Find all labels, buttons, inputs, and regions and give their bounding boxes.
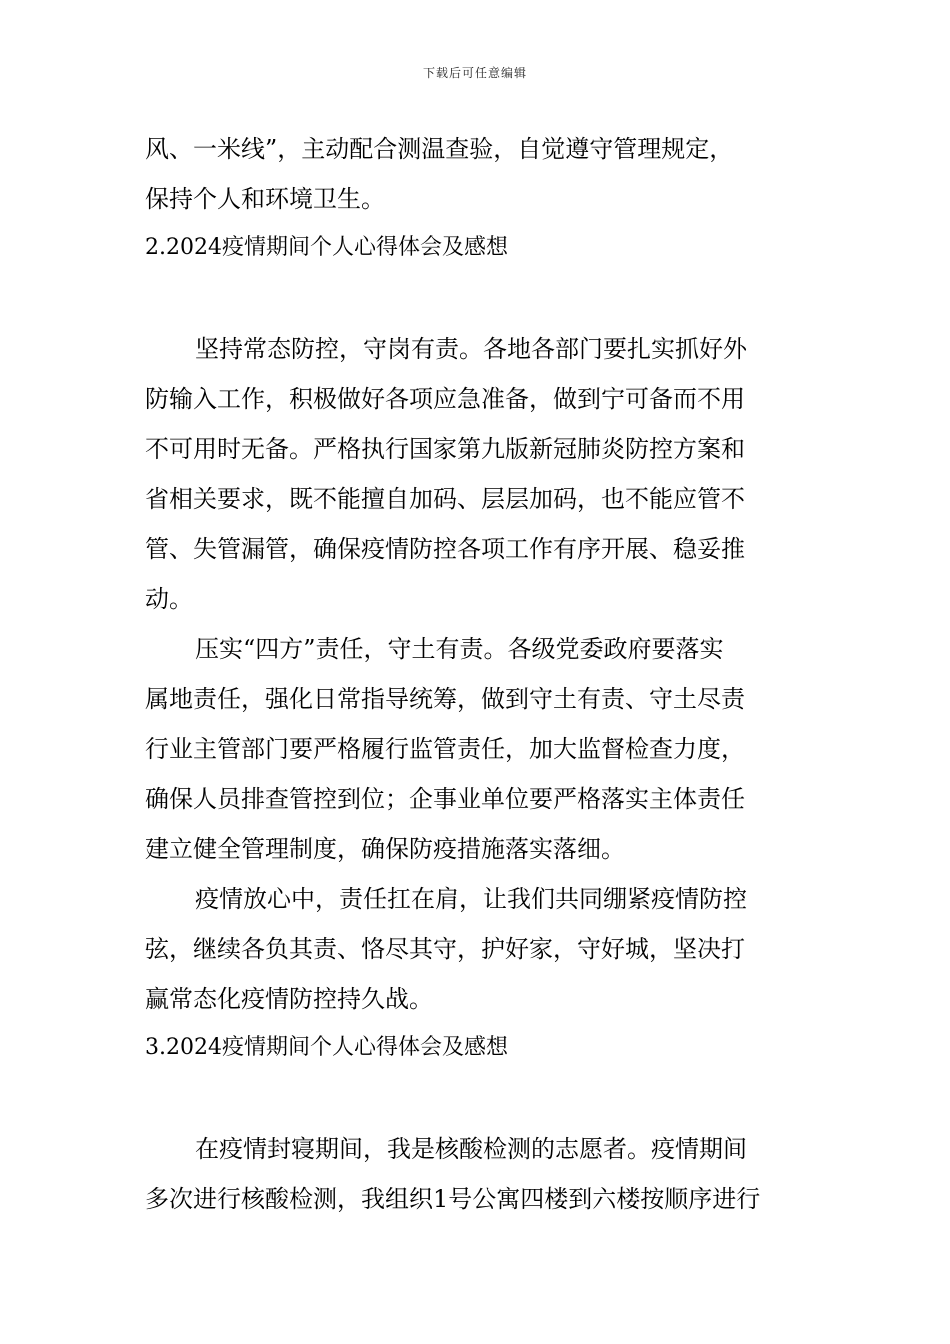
paragraph [145, 624, 805, 874]
text-line: 动。 [145, 585, 193, 613]
text-line: 防输入工作，积极做好各项应急准备，做到宁可备而不用 [145, 385, 745, 413]
text-line: 风、一米线”，主动配合测温查验，自觉遵守管理规定， [145, 135, 734, 163]
text-line: 省相关要求，既不能擅自加码、层层加码，也不能应管不 [145, 485, 745, 513]
paragraph [145, 324, 805, 624]
paragraph [145, 874, 805, 1024]
text-line: 保持个人和环境卫生。 [145, 185, 385, 213]
text-line: 在疫情封寝期间，我是核酸检测的志愿者。疫情期间 [195, 1135, 747, 1163]
text-line: 弦，继续各负其责、恪尽其守，护好家，守好城，坚决打 [145, 935, 745, 963]
text-line: 属地责任，强化日常指导统筹，做到守土有责、守土尽责 [145, 685, 745, 713]
text-line: 多次进行核酸检测，我组织1号公寓四楼到六楼按顺序进行 [145, 1185, 761, 1213]
header-note: 下载后可任意编辑 [422, 66, 527, 80]
text-line: 建立健全管理制度，确保防疫措施落实落细。 [145, 835, 625, 863]
text-line: 压实“四方”责任，守土有责。各级党委政府要落实 [195, 635, 724, 663]
blank-gap [145, 272, 805, 324]
text-line: 确保人员排查管控到位；企事业单位要严格落实主体责任 [145, 785, 745, 813]
section-heading-3: 3.2024疫情期间个人心得体会及感想 [145, 1035, 508, 1060]
text-line: 管、失管漏管，确保疫情防控各项工作有序开展、稳妥推 [145, 535, 745, 563]
blank-gap [145, 1072, 805, 1124]
text-line: 疫情放心中，责任扛在肩，让我们共同绷紧疫情防控 [195, 885, 747, 913]
section-heading-2: 2.2024疫情期间个人心得体会及感想 [145, 235, 508, 260]
text-line: 不可用时无备。严格执行国家第九版新冠肺炎防控方案和 [145, 435, 745, 463]
paragraph-continued [145, 124, 805, 224]
text-line: 行业主管部门要严格履行监管责任，加大监督检查力度， [145, 735, 745, 763]
text-line: 坚持常态防控，守岗有责。各地各部门要扎实抓好外 [195, 335, 747, 363]
document-body [145, 124, 805, 1224]
text-line: 赢常态化疫情防控持久战。 [145, 985, 433, 1013]
paragraph [145, 1124, 805, 1224]
